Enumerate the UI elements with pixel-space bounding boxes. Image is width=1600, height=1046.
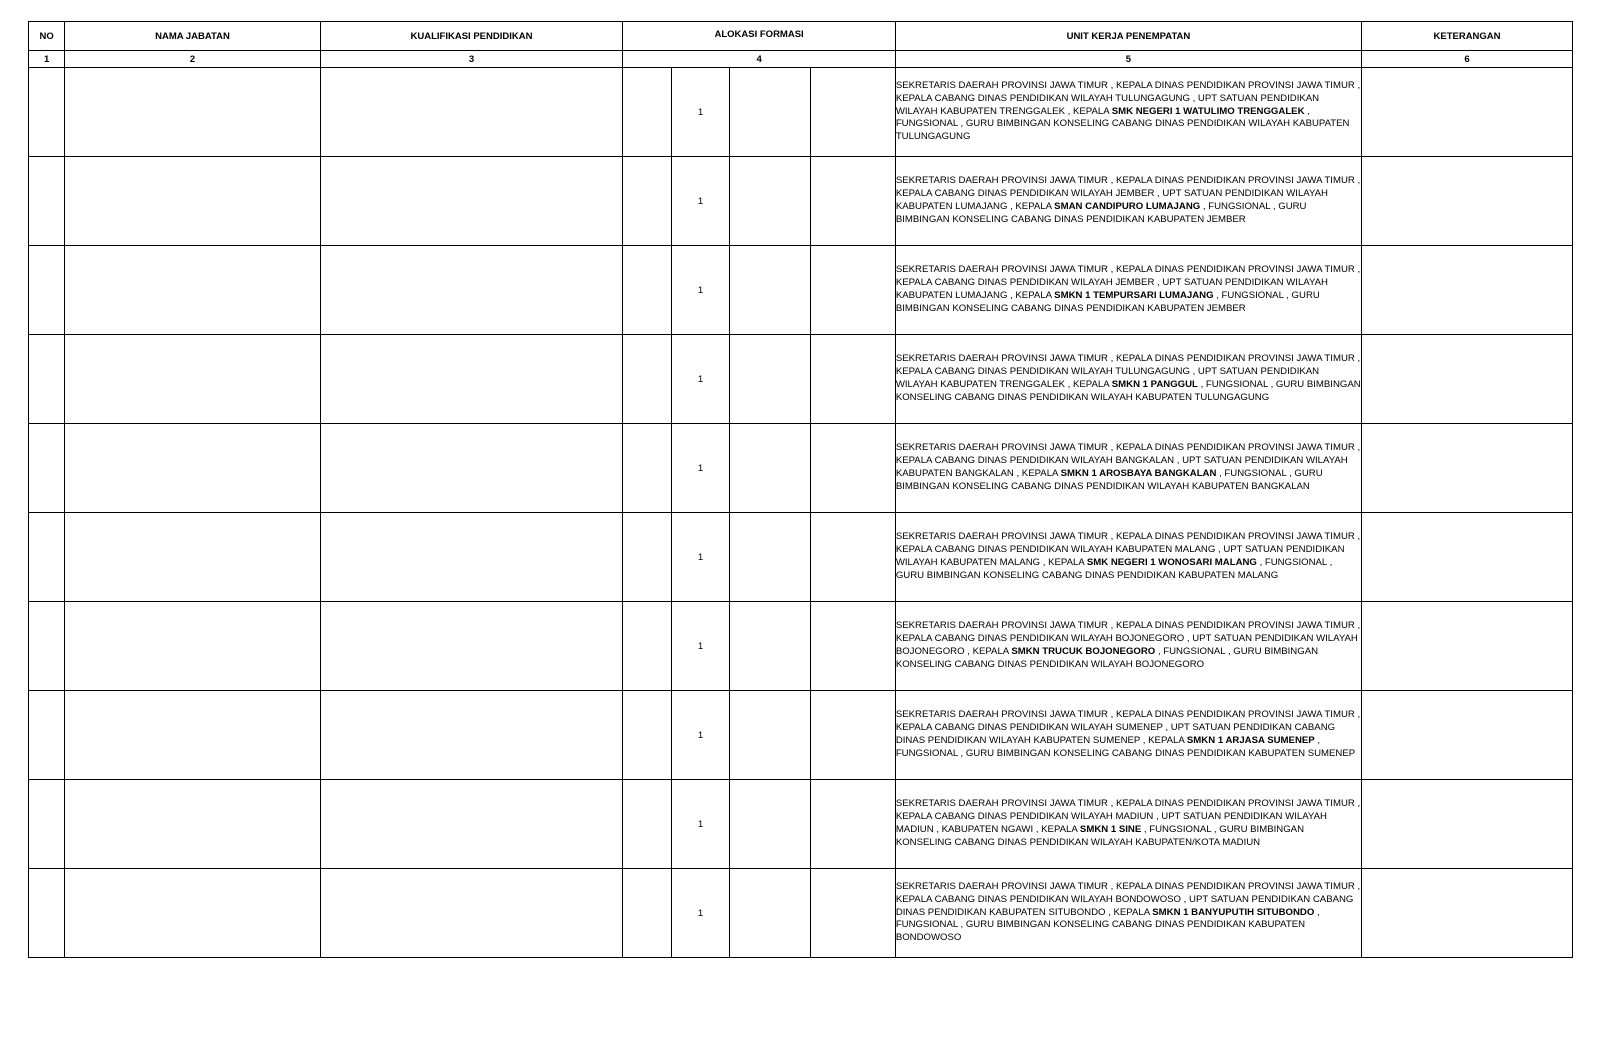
header-keterangan: KETERANGAN <box>1362 22 1573 51</box>
unit-suffix-text: , FUNGSIONAL , GURU BIMBINGAN KONSELING CABANG DINAS PENDIDIKAN KABUPATEN MALANG <box>895 557 1333 581</box>
unit-prefix-text: SEKRETARIS DAERAH PROVINSI JAWA TIMUR , KEPALA DINAS PENDIDIKAN PROVINSI JAWA TIMUR , KEPALA CABANG DINAS PENDIDIKAN WILAYAH MADIUN , UPT SATUAN PENDIDIKAN WILAYAH MADIUN , KABUPATEN NGAWI , KEPALA <box>895 798 1361 835</box>
column-number: 2 <box>65 51 320 68</box>
cell-unit-kerja-penempatan <box>895 780 1361 869</box>
unit-suffix-text: , FUNGSIONAL , GURU BIMBINGAN KONSELING CABANG DINAS PENDIDIKAN WILAYAH KABUPATEN TULUNGAGUNG <box>895 379 1361 403</box>
unit-suffix-text: , FUNGSIONAL , GURU BIMBINGAN KONSELING CABANG DINAS PENDIDIKAN WILAYAH KABUPATEN TULUNGAGUNG <box>895 105 1350 143</box>
cell-kualifikasi-pendidikan <box>320 246 623 335</box>
cell-alokasi-sub-4 <box>811 602 896 691</box>
cell-alokasi-sub-4 <box>811 513 896 602</box>
header-no: NO <box>29 22 65 51</box>
cell-keterangan <box>1362 246 1573 335</box>
cell-kualifikasi-pendidikan <box>320 691 623 780</box>
cell-alokasi-sub-3 <box>730 602 811 691</box>
cell-unit-kerja-penempatan <box>895 602 1361 691</box>
cell-kualifikasi-pendidikan <box>320 513 623 602</box>
column-number: 5 <box>895 51 1361 68</box>
column-number-row <box>29 51 1573 68</box>
unit-school-name: SMKN 1 BANYUPUTIH SITUBONDO <box>1152 906 1315 918</box>
cell-alokasi-sub-1 <box>623 869 671 958</box>
table-row <box>29 68 1573 157</box>
unit-school-name: SMK NEGERI 1 WATULIMO TRENGGALEK <box>1111 105 1305 117</box>
cell-alokasi-sub-1 <box>623 513 671 602</box>
cell-keterangan <box>1362 513 1573 602</box>
cell-alokasi-sub-4 <box>811 424 896 513</box>
cell-keterangan <box>1362 68 1573 157</box>
cell-alokasi-jumlah: 1 <box>671 513 730 602</box>
unit-prefix-text: SEKRETARIS DAERAH PROVINSI JAWA TIMUR , KEPALA DINAS PENDIDIKAN PROVINSI JAWA TIMUR , KEPALA CABANG DINAS PENDIDIKAN WILAYAH TULUNGAGUNG , UPT SATUAN PENDIDIKAN WILAYAH KABUPATEN TRENGGALEK , KEPALA <box>895 353 1361 390</box>
unit-prefix-text: SEKRETARIS DAERAH PROVINSI JAWA TIMUR , KEPALA DINAS PENDIDIKAN PROVINSI JAWA TIMUR , KEPALA CABANG DINAS PENDIDIKAN WILAYAH BONDOWOSO , UPT SATUAN PENDIDIKAN CABANG DINAS PENDIDIKAN KABUPATEN SITUBONDO , KEPALA <box>895 881 1361 918</box>
table-row <box>29 602 1573 691</box>
unit-prefix-text: SEKRETARIS DAERAH PROVINSI JAWA TIMUR , KEPALA DINAS PENDIDIKAN PROVINSI JAWA TIMUR , KEPALA CABANG DINAS PENDIDIKAN WILAYAH JEMBER , UPT SATUAN PENDIDIKAN WILAYAH KABUPATEN LUMAJANG , KEPALA <box>895 175 1361 212</box>
cell-kualifikasi-pendidikan <box>320 68 623 157</box>
table-row <box>29 424 1573 513</box>
column-number: 4 <box>623 51 895 68</box>
cell-no <box>29 869 65 958</box>
cell-no <box>29 157 65 246</box>
cell-alokasi-jumlah: 1 <box>671 869 730 958</box>
cell-alokasi-sub-4 <box>811 691 896 780</box>
unit-prefix-text: SEKRETARIS DAERAH PROVINSI JAWA TIMUR , KEPALA DINAS PENDIDIKAN PROVINSI JAWA TIMUR , KEPALA CABANG DINAS PENDIDIKAN WILAYAH JEMBER , UPT SATUAN PENDIDIKAN WILAYAH KABUPATEN LUMAJANG , KEPALA <box>895 264 1361 301</box>
unit-suffix-text: , FUNGSIONAL , GURU BIMBINGAN KONSELING CABANG DINAS PENDIDIKAN KABUPATEN JEMBER <box>895 201 1307 225</box>
cell-alokasi-sub-1 <box>623 68 671 157</box>
cell-alokasi-sub-3 <box>730 68 811 157</box>
cell-kualifikasi-pendidikan <box>320 335 623 424</box>
cell-keterangan <box>1362 602 1573 691</box>
cell-alokasi-jumlah: 1 <box>671 157 730 246</box>
cell-alokasi-jumlah: 1 <box>671 68 730 157</box>
unit-suffix-text: , FUNGSIONAL , GURU BIMBINGAN KONSELING CABANG DINAS PENDIDIKAN KABUPATEN JEMBER <box>895 290 1320 314</box>
cell-no <box>29 424 65 513</box>
cell-nama-jabatan <box>65 335 320 424</box>
cell-alokasi-sub-1 <box>623 780 671 869</box>
cell-alokasi-sub-4 <box>811 869 896 958</box>
cell-nama-jabatan <box>65 157 320 246</box>
cell-no <box>29 602 65 691</box>
cell-no <box>29 691 65 780</box>
table-row <box>29 246 1573 335</box>
cell-keterangan <box>1362 780 1573 869</box>
cell-no <box>29 246 65 335</box>
cell-unit-kerja-penempatan <box>895 68 1361 157</box>
cell-nama-jabatan <box>65 602 320 691</box>
unit-suffix-text: , FUNGSIONAL , GURU BIMBINGAN KONSELING CABANG DINAS PENDIDIKAN WILAYAH KABUPATEN BANGKALAN <box>895 468 1323 492</box>
unit-school-name: SMAN CANDIPURO LUMAJANG <box>1054 201 1201 212</box>
unit-suffix-text: , FUNGSIONAL , GURU BIMBINGAN KONSELING CABANG DINAS PENDIDIKAN KABUPATEN BONDOWOSO <box>895 906 1320 944</box>
header-row <box>29 22 1573 51</box>
cell-alokasi-sub-3 <box>730 869 811 958</box>
unit-school-name: SMKN TRUCUK BOJONEGORO <box>1011 646 1156 657</box>
table-row <box>29 513 1573 602</box>
cell-alokasi-sub-3 <box>730 691 811 780</box>
cell-nama-jabatan <box>65 246 320 335</box>
unit-prefix-text: SEKRETARIS DAERAH PROVINSI JAWA TIMUR , KEPALA DINAS PENDIDIKAN PROVINSI JAWA TIMUR , KEPALA CABANG DINAS PENDIDIKAN WILAYAH BOJONEGORO , UPT SATUAN PENDIDIKAN WILAYAH BOJONEGORO , KEPALA <box>895 620 1361 657</box>
cell-alokasi-sub-1 <box>623 691 671 780</box>
cell-alokasi-jumlah: 1 <box>671 335 730 424</box>
unit-school-name: SMKN 1 PANGGUL <box>1111 379 1198 390</box>
cell-alokasi-sub-4 <box>811 335 896 424</box>
unit-suffix-text: , FUNGSIONAL , GURU BIMBINGAN KONSELING CABANG DINAS PENDIDIKAN WILAYAH BOJONEGORO <box>895 646 1319 670</box>
cell-nama-jabatan <box>65 424 320 513</box>
cell-unit-kerja-penempatan <box>895 246 1361 335</box>
cell-alokasi-sub-1 <box>623 157 671 246</box>
header-kualifikasi-pendidikan: KUALIFIKASI PENDIDIKAN <box>320 22 623 51</box>
cell-keterangan <box>1362 424 1573 513</box>
cell-keterangan <box>1362 157 1573 246</box>
cell-alokasi-jumlah: 1 <box>671 691 730 780</box>
column-number: 3 <box>320 51 623 68</box>
cell-nama-jabatan <box>65 869 320 958</box>
cell-alokasi-sub-3 <box>730 157 811 246</box>
cell-unit-kerja-penempatan <box>895 869 1361 958</box>
cell-nama-jabatan <box>65 780 320 869</box>
cell-alokasi-sub-4 <box>811 157 896 246</box>
cell-alokasi-sub-4 <box>811 68 896 157</box>
cell-alokasi-sub-1 <box>623 246 671 335</box>
cell-unit-kerja-penempatan <box>895 691 1361 780</box>
header-alokasi-formasi-label: ALOKASI FORMASI <box>714 28 804 40</box>
cell-alokasi-jumlah: 1 <box>671 246 730 335</box>
table-row <box>29 869 1573 958</box>
cell-nama-jabatan <box>65 691 320 780</box>
cell-unit-kerja-penempatan <box>895 513 1361 602</box>
cell-no <box>29 68 65 157</box>
cell-kualifikasi-pendidikan <box>320 869 623 958</box>
cell-alokasi-sub-1 <box>623 335 671 424</box>
cell-nama-jabatan <box>65 513 320 602</box>
cell-alokasi-sub-4 <box>811 780 896 869</box>
cell-nama-jabatan <box>65 68 320 157</box>
cell-keterangan <box>1362 869 1573 958</box>
cell-alokasi-sub-3 <box>730 424 811 513</box>
cell-alokasi-jumlah: 1 <box>671 780 730 869</box>
cell-alokasi-sub-3 <box>730 513 811 602</box>
column-number: 1 <box>29 51 65 68</box>
table-row <box>29 335 1573 424</box>
cell-kualifikasi-pendidikan <box>320 424 623 513</box>
unit-school-name: SMK NEGERI 1 WONOSARI MALANG <box>1086 557 1257 568</box>
cell-kualifikasi-pendidikan <box>320 157 623 246</box>
table-row <box>29 691 1573 780</box>
cell-alokasi-sub-3 <box>730 335 811 424</box>
unit-school-name: SMKN 1 AROSBAYA BANGKALAN <box>1060 468 1217 479</box>
cell-unit-kerja-penempatan <box>895 157 1361 246</box>
formasi-table <box>28 21 1573 958</box>
cell-alokasi-sub-3 <box>730 246 811 335</box>
cell-no <box>29 513 65 602</box>
cell-alokasi-sub-3 <box>730 780 811 869</box>
cell-keterangan <box>1362 335 1573 424</box>
cell-alokasi-sub-1 <box>623 424 671 513</box>
cell-no <box>29 780 65 869</box>
table-row <box>29 780 1573 869</box>
cell-kualifikasi-pendidikan <box>320 602 623 691</box>
cell-alokasi-jumlah: 1 <box>671 424 730 513</box>
table-body <box>29 68 1573 958</box>
header-alokasi-formasi <box>623 22 895 51</box>
cell-keterangan <box>1362 691 1573 780</box>
unit-prefix-text: SEKRETARIS DAERAH PROVINSI JAWA TIMUR , KEPALA DINAS PENDIDIKAN PROVINSI JAWA TIMUR , KEPALA CABANG DINAS PENDIDIKAN WILAYAH KABUPATEN MALANG , UPT SATUAN PENDIDIKAN WILAYAH KABUPATEN MALANG , KEPALA <box>895 531 1361 568</box>
cell-alokasi-sub-1 <box>623 602 671 691</box>
cell-alokasi-sub-4 <box>811 246 896 335</box>
header-unit-kerja-penempatan: UNIT KERJA PENEMPATAN <box>895 22 1361 51</box>
unit-school-name: SMKN 1 ARJASA SUMENEP <box>1186 735 1315 746</box>
unit-school-name: SMKN 1 SINE <box>1079 824 1142 835</box>
unit-suffix-text: , FUNGSIONAL , GURU BIMBINGAN KONSELING CABANG DINAS PENDIDIKAN KABUPATEN SUMENEP <box>895 735 1356 759</box>
unit-prefix-text: SEKRETARIS DAERAH PROVINSI JAWA TIMUR , KEPALA DINAS PENDIDIKAN PROVINSI JAWA TIMUR , KEPALA CABANG DINAS PENDIDIKAN WILAYAH SUMENEP , UPT SATUAN PENDIDIKAN CABANG DINAS PENDIDIKAN WILAYAH KABUPATEN SUMENEP , KEPALA <box>895 709 1361 746</box>
cell-no <box>29 335 65 424</box>
header-nama-jabatan: NAMA JABATAN <box>65 22 320 51</box>
cell-unit-kerja-penempatan <box>895 424 1361 513</box>
cell-kualifikasi-pendidikan <box>320 780 623 869</box>
cell-unit-kerja-penempatan <box>895 335 1361 424</box>
cell-alokasi-jumlah: 1 <box>671 602 730 691</box>
unit-suffix-text: , FUNGSIONAL , GURU BIMBINGAN KONSELING CABANG DINAS PENDIDIKAN WILAYAH KABUPATEN/KOTA MADIUN <box>895 824 1304 848</box>
unit-prefix-text: SEKRETARIS DAERAH PROVINSI JAWA TIMUR , KEPALA DINAS PENDIDIKAN PROVINSI JAWA TIMUR , KEPALA CABANG DINAS PENDIDIKAN WILAYAH TULUNGAGUNG , UPT SATUAN PENDIDIKAN WILAYAH KABUPATEN TRENGGALEK , KEPALA <box>895 80 1361 117</box>
unit-school-name: SMKN 1 TEMPURSARI LUMAJANG <box>1054 290 1214 301</box>
unit-prefix-text: SEKRETARIS DAERAH PROVINSI JAWA TIMUR , KEPALA DINAS PENDIDIKAN PROVINSI JAWA TIMUR , KEPALA CABANG DINAS PENDIDIKAN WILAYAH BANGKALAN , UPT SATUAN PENDIDIKAN WILAYAH KABUPATEN BANGKALAN , KEPALA <box>895 442 1361 479</box>
table-row <box>29 157 1573 246</box>
column-number: 6 <box>1362 51 1573 68</box>
